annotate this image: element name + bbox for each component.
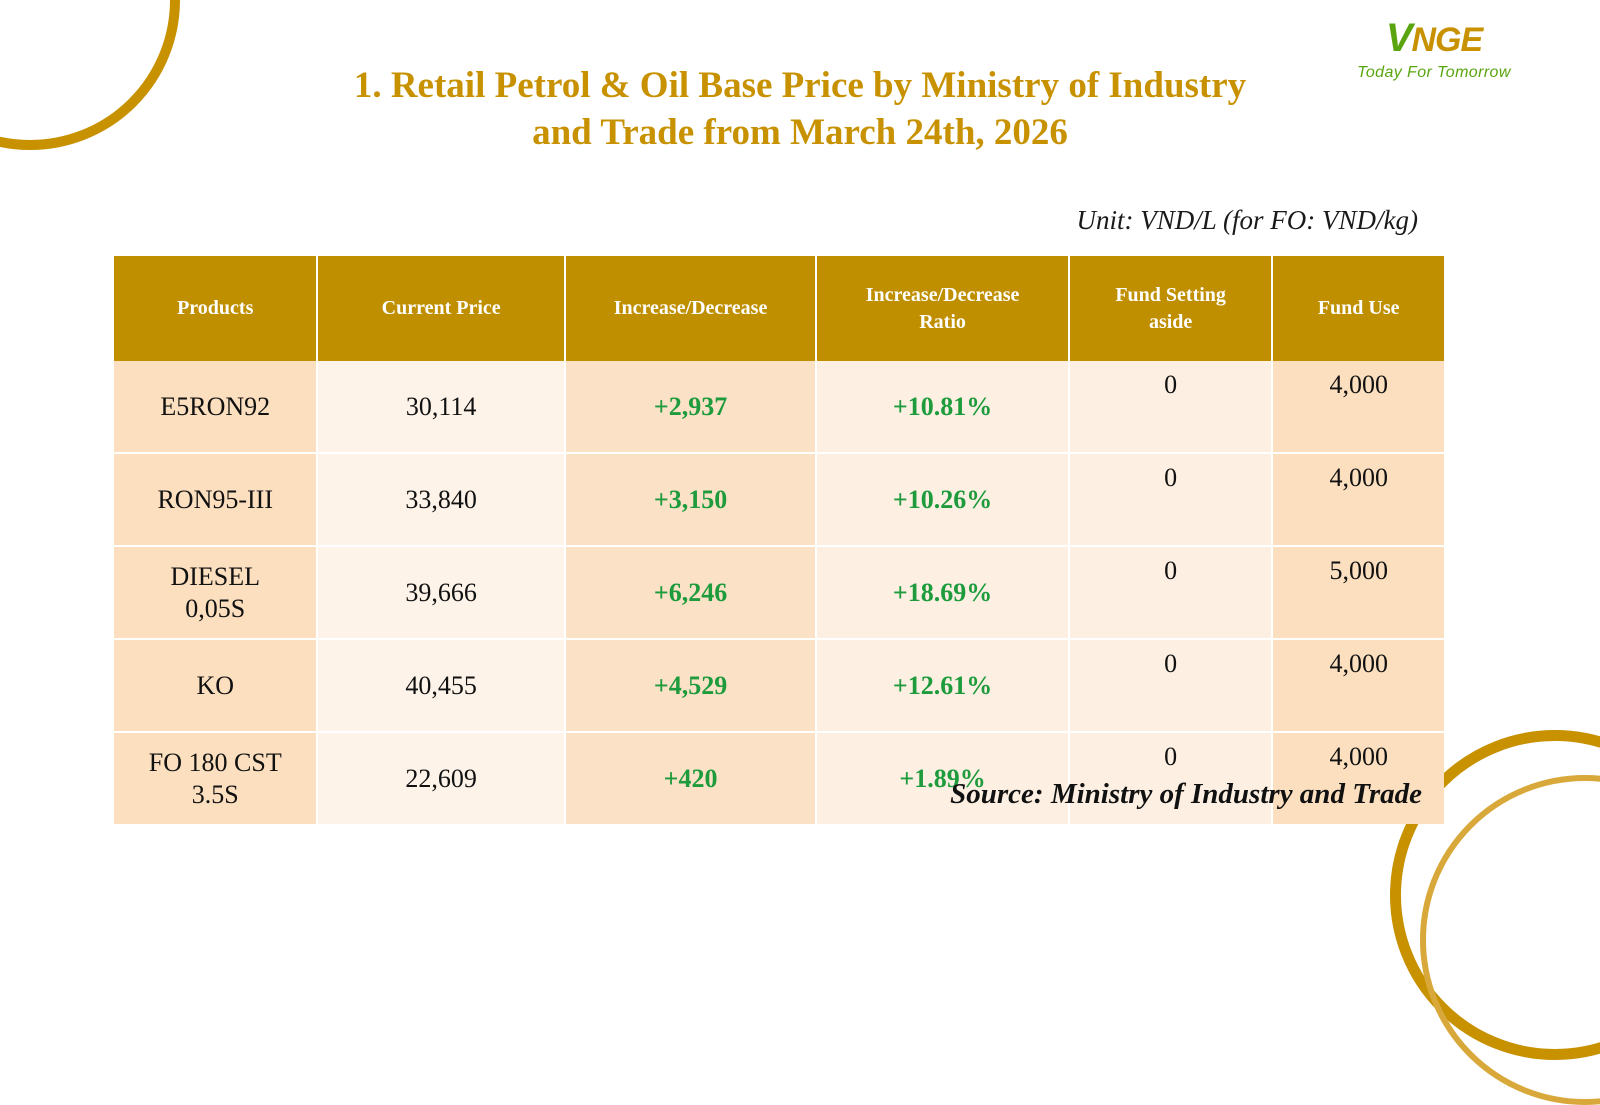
- cell-fund-setting-aside: 0: [1069, 361, 1272, 453]
- cell-increase-decrease-ratio: +12.61%: [816, 639, 1069, 732]
- cell-fund-use: 4,000: [1272, 361, 1444, 453]
- cell-fund-use: 4,000: [1272, 732, 1444, 824]
- price-table-container: [114, 256, 1444, 824]
- page-title: 1. Retail Petrol & Oil Base Price by Ministry of Industry and Trade from March 24th, 2026: [353, 65, 1247, 154]
- table-row: [114, 639, 1444, 732]
- table-header-row: [114, 256, 1444, 361]
- table-row: [114, 546, 1444, 639]
- source-note: Source: Ministry of Industry and Trade: [950, 778, 1422, 810]
- cell-increase-decrease-ratio: +10.26%: [816, 453, 1069, 546]
- logo-tagline: Today For Tomorrow: [1357, 64, 1511, 81]
- cell-fund-setting-aside: 0: [1069, 639, 1272, 732]
- cell-product: FO 180 CST 3.5S: [114, 732, 317, 824]
- column-header-products: Products: [114, 256, 317, 361]
- column-header-fund-setting-aside: Fund Setting aside: [1069, 256, 1272, 361]
- cell-fund-use: 4,000: [1272, 453, 1444, 546]
- cell-current-price: 39,666: [317, 546, 564, 639]
- cell-increase-decrease: +2,937: [565, 361, 816, 453]
- column-header-fund-use: Fund Use: [1272, 256, 1444, 361]
- cell-fund-setting-aside: 0: [1069, 453, 1272, 546]
- cell-product: RON95-III: [114, 453, 317, 546]
- column-header-current-price: Current Price: [317, 256, 564, 361]
- cell-product: E5RON92: [114, 361, 317, 453]
- cell-fund-setting-aside: 0: [1069, 546, 1272, 639]
- cell-increase-decrease-ratio: +18.69%: [816, 546, 1069, 639]
- cell-fund-setting-aside: 0: [1069, 732, 1272, 824]
- cell-fund-use: 5,000: [1272, 546, 1444, 639]
- cell-increase-decrease: +420: [565, 732, 816, 824]
- cell-product: KO: [114, 639, 317, 732]
- cell-current-price: 40,455: [317, 639, 564, 732]
- column-header-increase-decrease-ratio: Increase/Decrease Ratio: [816, 256, 1069, 361]
- cell-increase-decrease: +6,246: [565, 546, 816, 639]
- logo-wordmark: [1314, 18, 1554, 58]
- unit-note: Unit: VND/L (for FO: VND/kg): [1076, 205, 1418, 235]
- cell-increase-decrease: +4,529: [565, 639, 816, 732]
- cell-current-price: 22,609: [317, 732, 564, 824]
- cell-product: DIESEL 0,05S: [114, 546, 317, 639]
- cell-increase-decrease-ratio: +10.81%: [816, 361, 1069, 453]
- logo-letter-v: V: [1385, 16, 1412, 60]
- cell-increase-decrease: +3,150: [565, 453, 816, 546]
- table-row: [114, 361, 1444, 453]
- price-table: [114, 256, 1444, 824]
- column-header-increase-decrease: Increase/Decrease: [565, 256, 816, 361]
- cell-current-price: 33,840: [317, 453, 564, 546]
- table-row: [114, 453, 1444, 546]
- cell-current-price: 30,114: [317, 361, 564, 453]
- cell-increase-decrease-ratio: +1.89%: [816, 732, 1069, 824]
- logo-letters-nge: NGE: [1411, 21, 1483, 59]
- cell-fund-use: 4,000: [1272, 639, 1444, 732]
